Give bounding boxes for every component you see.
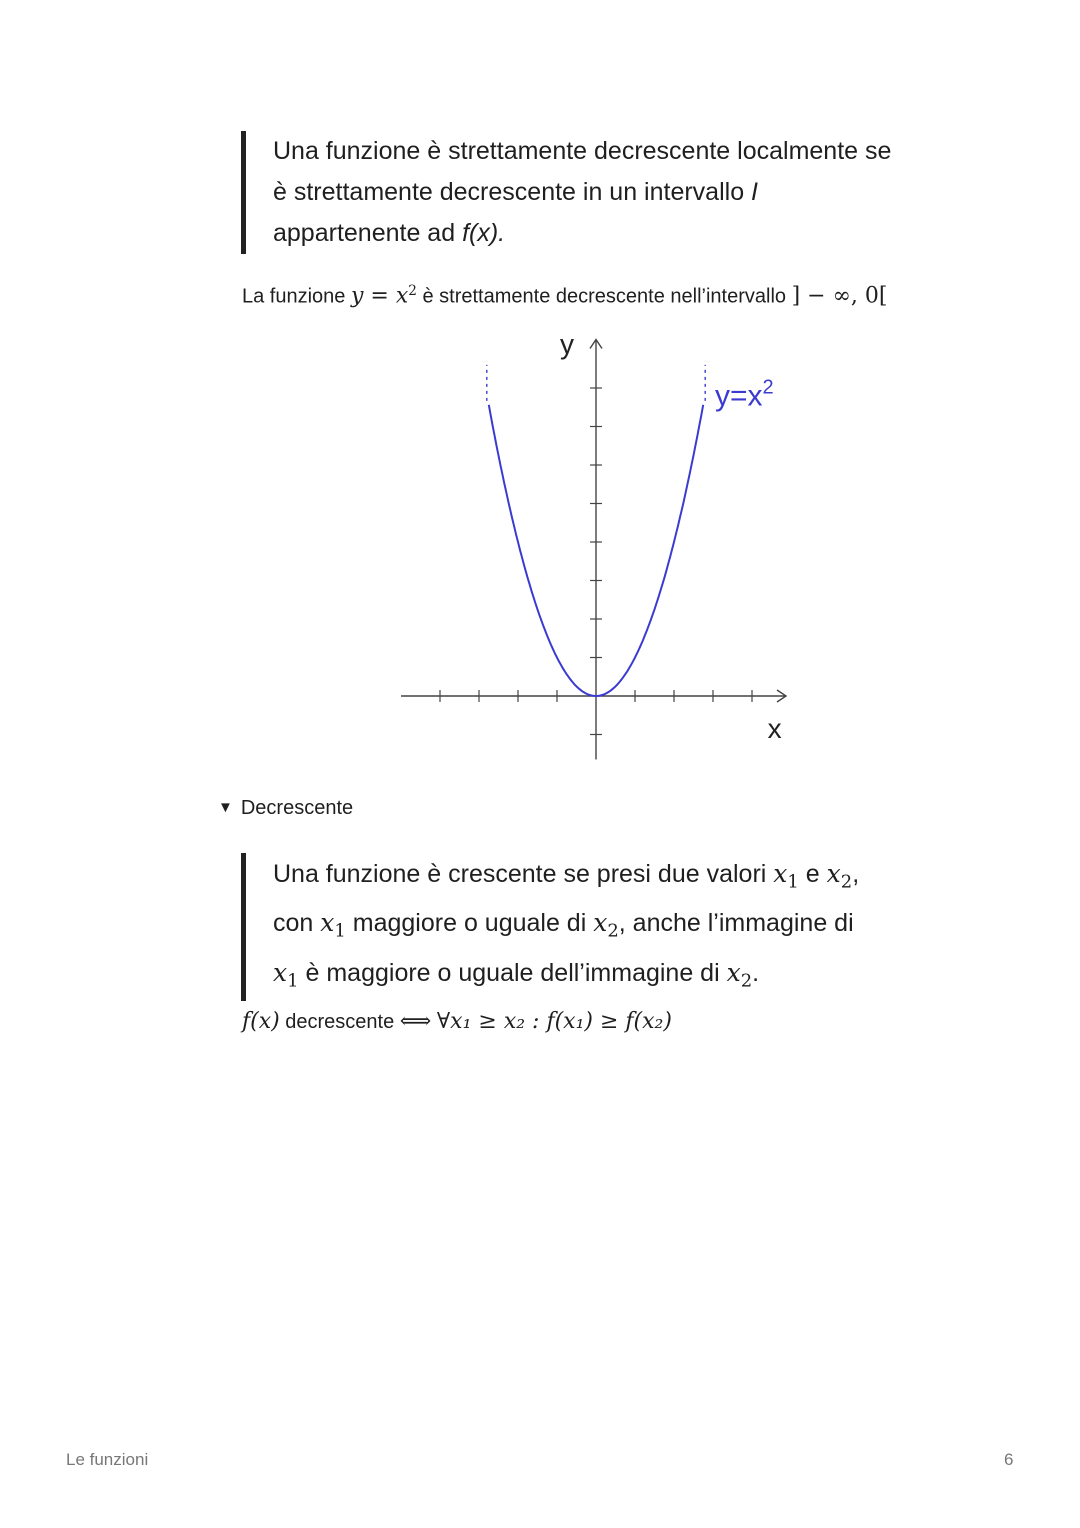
- dd-end: , anche l’immagine di: [618, 909, 854, 938]
- formula-word: decrescente: [279, 1011, 400, 1033]
- definition-decreasing-line-3: [273, 952, 993, 1001]
- formula-condition: ∀x₁ ≥ x₂ : f(x₁) ≥ f(x₂): [436, 1009, 672, 1034]
- curve-label: [715, 377, 774, 413]
- formula-iff: ⟺: [399, 1009, 432, 1034]
- sub-1-c: 1: [287, 970, 299, 992]
- dd-e: e: [798, 860, 827, 888]
- formula-fx: f(x): [242, 1009, 280, 1034]
- var-x2-b: x: [593, 908, 608, 938]
- sub-2: 2: [840, 871, 853, 893]
- interval-variable: I: [751, 178, 758, 206]
- y-axis-label: y: [560, 335, 574, 360]
- footer-page-number: 6: [1004, 1450, 1014, 1469]
- dd-con: con: [273, 909, 321, 938]
- equation-base: x: [395, 283, 409, 309]
- definition-local-line-2: [273, 172, 993, 213]
- dd-text-1: Una funzione è crescente se presi due valori: [273, 860, 774, 888]
- example-sentence: [242, 283, 887, 308]
- sub-2-b: 2: [607, 920, 619, 942]
- toggle-decrescente[interactable]: [218, 797, 353, 820]
- curve-label-base: y=x: [714, 379, 763, 413]
- definition-local-line-2-text: è strettamente decrescente in un intervallo: [273, 178, 752, 206]
- parabola-graph: [380, 335, 810, 765]
- equation-equals: =: [363, 283, 396, 309]
- function-name: f(x).: [462, 219, 506, 247]
- x-axis-label: x: [767, 713, 782, 744]
- definition-local-quote: [241, 131, 993, 254]
- dd-period: .: [752, 958, 760, 987]
- var-x1: x: [773, 859, 788, 888]
- example-prefix: La funzione: [242, 285, 351, 308]
- example-middle: è strettamente decrescente nell’intervallo: [416, 285, 792, 308]
- definition-local-line-3: [273, 213, 993, 254]
- example-interval: ] − ∞, 0[: [791, 283, 888, 309]
- dd-mid: maggiore o uguale di: [345, 909, 594, 938]
- equation-lhs: y: [350, 283, 364, 309]
- sub-2-c: 2: [740, 970, 753, 992]
- footer-chapter: Le funzioni: [66, 1450, 149, 1469]
- decreasing-formula: [242, 1009, 672, 1034]
- definition-decreasing-line-1: [273, 853, 993, 902]
- definition-local-line-1: Una funzione è strettamente decrescente localmente se: [273, 137, 892, 165]
- toggle-label: Decrescente: [240, 797, 354, 819]
- var-x1-c: x: [273, 957, 288, 987]
- dd-l3: è maggiore o uguale dell’immagine di: [298, 958, 727, 987]
- definition-decreasing-line-2: [273, 902, 993, 951]
- var-x2: x: [826, 859, 841, 888]
- triangle-down-icon[interactable]: ▼: [218, 799, 233, 816]
- var-x1-b: x: [320, 908, 335, 938]
- equation-exponent: 2: [408, 283, 417, 299]
- sub-1-b: 1: [334, 920, 346, 942]
- definition-decreasing-quote: [241, 853, 993, 1001]
- sub-1: 1: [787, 871, 799, 893]
- dd-comma: ,: [852, 860, 860, 888]
- var-x2-c: x: [726, 957, 741, 987]
- curve-label-exponent: 2: [762, 376, 774, 399]
- definition-local-line-3-text: appartenente ad: [273, 219, 463, 247]
